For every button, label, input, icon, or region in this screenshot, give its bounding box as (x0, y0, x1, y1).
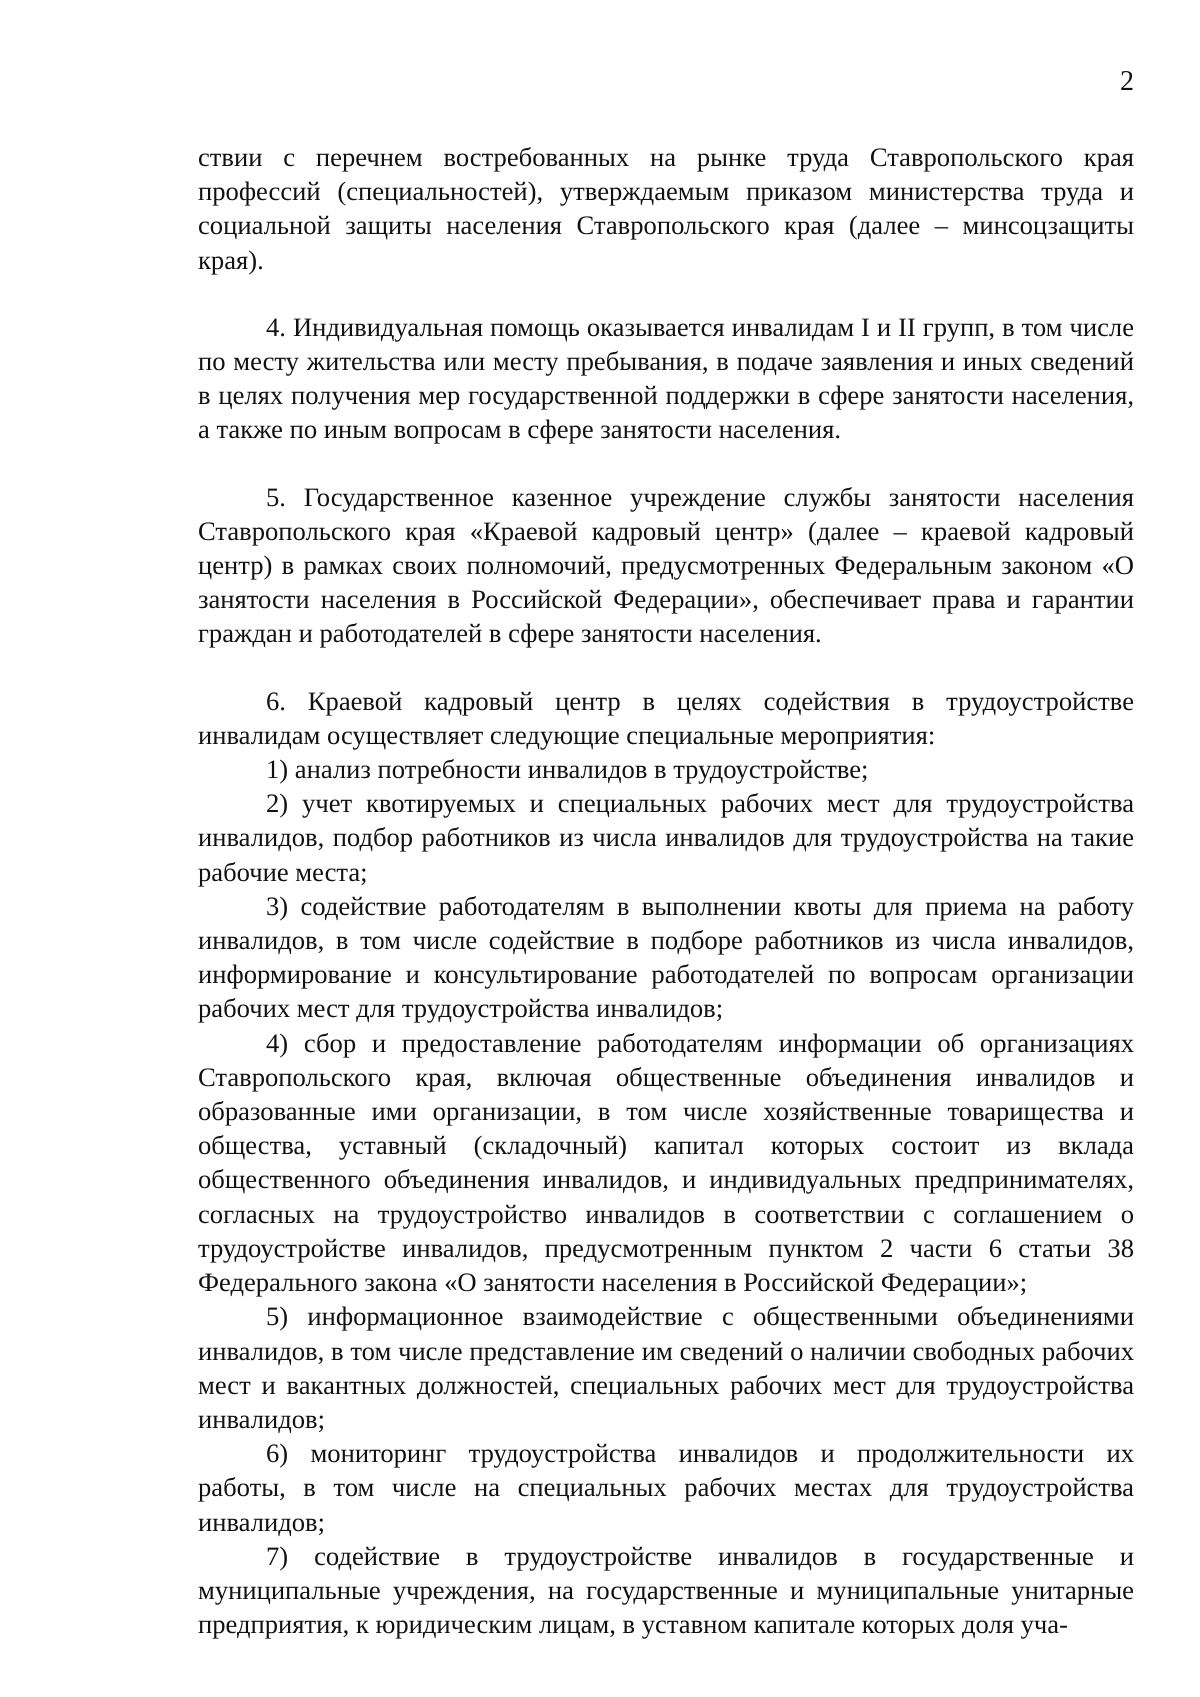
list-item-7: 7) содействие в трудоустройстве инвалидов в государственные и муниципальные учреждения, на государственные и муниципальные унитарные предприятия, к юридическим лицам, в уставном капитале которых доля уча- (198, 1540, 1134, 1640)
list-item-5: 5) информационное взаимодействие с общественными объединениями инвалидов, в том числе представление им сведений о наличии свободных рабочих мест и вакантных должностей, специальных рабочих мест для трудоустройства инвалидов; (198, 1301, 1134, 1434)
list-item-6: 6) мониторинг трудоустройства инвалидов и продолжительности их работы, в том числе на специальных рабочих местах для трудоустройства инвалидов; (198, 1438, 1134, 1537)
document-body (198, 140, 1134, 1641)
paragraph-6: 6. Краевой кадровый центр в целях содействия в трудоустройстве инвалидам осуществляет следующие специальные мероприятия: (198, 685, 1134, 750)
list-item-2: 2) учет квотируемых и специальных рабочих мест для трудоустройства инвалидов, подбор работников из числа инвалидов для трудоустройства на такие рабочие места; (198, 788, 1134, 887)
paragraph-4: 4. Индивидуальная помощь оказывается инвалидам I и II групп, в том числе по месту жительства или месту пребывания, в подаче заявления и иных сведений в целях получения мер государственной поддержки в сфере занятости населения, а также по иным вопросам в сфере занятости населения. (198, 311, 1134, 445)
paragraph-continuation: ствии с перечнем востребованных на рынке труда Ставропольского края профессий (специальностей), утверждаемым приказом министерства труда и социальной защиты населения Ставропольского края (далее – минсоцзащиты края). (198, 142, 1134, 275)
list-item-4: 4) сбор и предоставление работодателям информации об организациях Ставропольского края, включая общественные объединения инвалидов и образованные ими организации, в том числе хозяйственные товарищества и общества, уставный (складочный) капитал которых состоит из вклада общественного объединения инвалидов, и индивидуальных предпринимателях, согласных на трудоустройство инвалидов в соответствии с соглашением о трудоустройстве инвалидов, предусмотренным пунктом 2 части 6 статьи 38 Федерального закона «О занятости населения в Российской Федерации»; (198, 1027, 1134, 1298)
page-number: 2 (1120, 66, 1134, 97)
list-item-1: 1) анализ потребности инвалидов в трудоустройстве; (266, 754, 869, 785)
paragraph-5: 5. Государственное казенное учреждение службы занятости населения Ставропольского края «Краевой кадровый центр» (далее – краевой кадровый центр) в рамках своих полномочий, предусмотренных Федеральным законом «О занятости населения в Российской Федерации», обеспечивает права и гарантии граждан и работодателей в сфере занятости населения. (198, 481, 1134, 649)
list-item-3: 3) содействие работодателям в выполнении квоты для приема на работу инвалидов, в том числе содействие в подборе работников из числа инвалидов, информирование и консультирование работодателей по вопросам организации рабочих мест для трудоустройства инвалидов; (198, 890, 1134, 1024)
